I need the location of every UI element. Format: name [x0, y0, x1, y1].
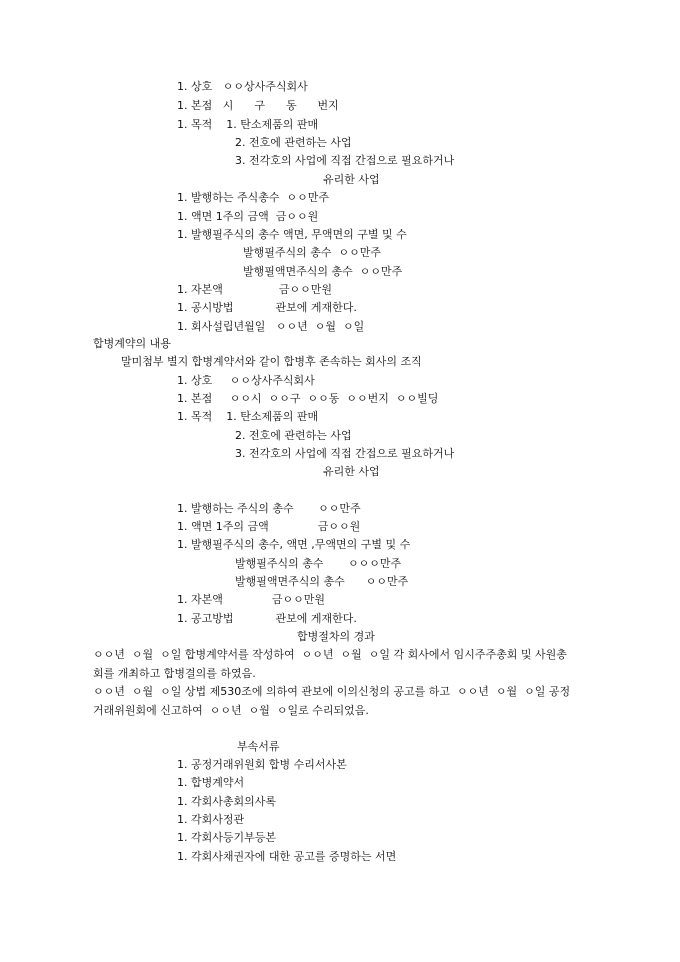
attachments-heading: 부속서류	[237, 740, 280, 753]
process-para2-line1: ㅇㅇ년 ㅇ월 ㅇ일 상법 제530조에 의하여 관보에 이의신청의 공고를 하고 ㅇㅇ년 ㅇ월 ㅇ일 공정	[93, 685, 571, 698]
process-para1-line1: ㅇㅇ년 ㅇ월 ㅇ일 합병계약서를 작성하여 ㅇㅇ년 ㅇ월 ㅇ일 각 회사에서 임시주주총회 및 사원총	[93, 648, 567, 661]
surviving-purpose: 1. 목적 1. 탄소제품의 판매	[177, 410, 319, 423]
surviving-total-shares: 1. 발행하는 주식의 총수 ㅇㅇ만주	[177, 502, 361, 515]
surviving-purpose-2: 2. 전호에 관련하는 사업	[235, 429, 352, 442]
process-para2-line2: 거래위원회에 신고하여 ㅇㅇ년 ㅇ월 ㅇ일로 수리되었음.	[93, 704, 369, 717]
surviving-issued-par-total: 발행필액면주식의 총수 ㅇㅇ만주	[235, 575, 409, 588]
total-shares-line: 1. 발행하는 주식총수 ㅇㅇ만주	[177, 191, 329, 204]
notice-method-line: 1. 공시방법 관보에 게재한다.	[177, 301, 357, 314]
company-name-line: 1. 상호 ㅇㅇ상사주식회사	[177, 80, 308, 93]
attachment-item: 1. 각회사총회의사록	[177, 795, 276, 808]
attachment-item: 1. 각회사정관	[177, 813, 245, 826]
issued-shares-total: 발행필주식의 총수 ㅇㅇ만주	[243, 246, 382, 259]
attachment-item: 1. 공정거래위원회 합병 수리서사본	[177, 758, 347, 771]
surviving-issued-total: 발행필주식의 총수 ㅇㅇㅇ만주	[235, 557, 402, 570]
issued-shares-line: 1. 발행필주식의 총수 액면, 무액면의 구별 및 수	[177, 228, 407, 241]
attachment-item: 1. 각회사채권자에 대한 공고를 증명하는 서면	[177, 850, 397, 863]
purpose-line: 1. 목적 1. 탄소제품의 판매	[177, 118, 319, 131]
issued-par-shares-total: 발행필액면주식의 총수 ㅇㅇ만주	[243, 265, 403, 278]
par-value-line: 1. 액면 1주의 금액 금ㅇㅇ원	[177, 210, 319, 223]
surviving-notice-method: 1. 공고방법 관보에 게재한다.	[177, 612, 357, 625]
surviving-purpose-3: 3. 전각호의 사업에 직접 간접으로 필요하거나	[235, 447, 455, 460]
attachment-item: 1. 합병계약서	[177, 776, 245, 789]
surviving-head-office: 1. 본점 ㅇㅇ시 ㅇㅇ구 ㅇㅇ동 ㅇㅇ번지 ㅇㅇ빌딩	[177, 392, 439, 405]
process-para1-line2: 회를 개최하고 합병결의를 하였음.	[93, 667, 256, 680]
attachment-item: 1. 각회사등기부등본	[177, 831, 276, 844]
surviving-purpose-3-cont: 유리한 사업	[323, 465, 380, 478]
purpose-item-3-cont: 유리한 사업	[323, 173, 380, 186]
capital-line: 1. 자본액 금ㅇㅇ만원	[177, 283, 332, 296]
purpose-item-3: 3. 전각호의 사업에 직접 간접으로 필요하거나	[235, 154, 455, 167]
surviving-issued-shares: 1. 발행필주식의 총수, 액면 ,무액면의 구별 및 수	[177, 538, 411, 551]
merger-process-heading: 합병절차의 경과	[297, 630, 375, 643]
merger-contents-heading: 합병계약의 내용	[93, 337, 171, 350]
merger-contents-intro: 말미첨부 별지 합병계약서와 같이 합병후 존속하는 회사의 조직	[121, 355, 422, 368]
surviving-par-value: 1. 액면 1주의 금액 금ㅇㅇ원	[177, 520, 361, 533]
surviving-capital: 1. 자본액 금ㅇㅇ만원	[177, 593, 325, 606]
head-office-line: 1. 본점 시 구 동 번지	[177, 99, 339, 112]
purpose-item-2: 2. 전호에 관련하는 사업	[235, 136, 352, 149]
surviving-company-name: 1. 상호 ㅇㅇ상사주식회사	[177, 374, 315, 387]
establishment-date-line: 1. 회사설립년월일 ㅇㅇ년 ㅇ월 ㅇ일	[177, 320, 365, 333]
